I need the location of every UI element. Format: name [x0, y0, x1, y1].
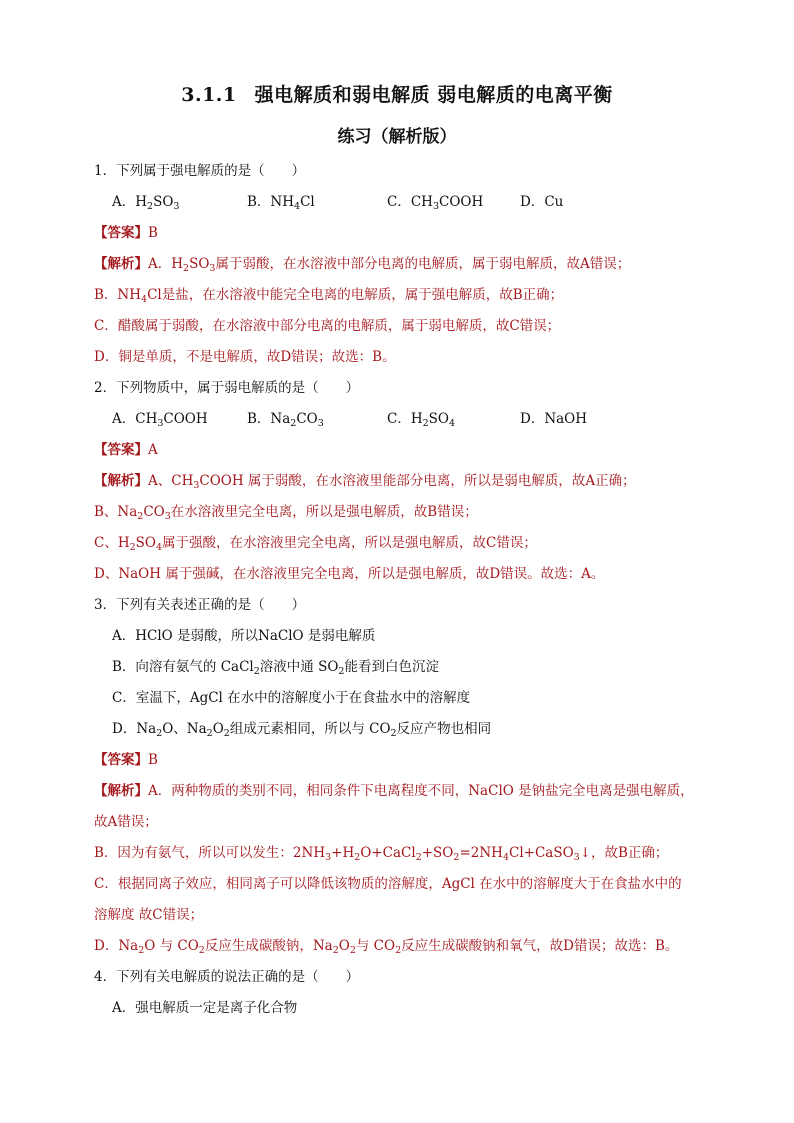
question-1-analysis-b: B．$NH_4Cl$是盐，在水溶液中能完全电离的电解质，属于强电解质，故B正确；	[94, 287, 564, 305]
option-c: C．室温下，AgCl 在水中的溶解度小于在食盐水中的溶解度	[112, 690, 471, 706]
question-1-answer: 【答案】B	[94, 225, 158, 241]
option-b: B．向溶有氨气的 CaCl$_2$溶液中通 $SO_2$能看到白色沉淀	[112, 659, 439, 677]
page-title	[0, 80, 794, 107]
question-2-analysis-d: D、NaOH 属于强碱，在水溶液里完全电离，所以是强电解质，故D错误。故选：A。	[94, 566, 605, 582]
question-2-analysis-c: C、$H_2SO_4$属于强酸，在水溶液里完全电离，所以是强电解质，故C错误；	[94, 535, 537, 553]
option-d: D．$Na_2O$、$Na_2O_2$组成元素相同，所以与 $CO_2$反应产物也相同	[112, 721, 492, 739]
question-2-analysis-a: 【解析】A、$CH_3COOH$ 属于弱酸，在水溶液里能部分电离，所以是弱电解质，故A正确；	[94, 473, 636, 491]
question-3-stem: 3．下列有关表述正确的是（ ）	[94, 597, 306, 613]
question-3-analysis-b: B．因为有氨气，所以可以发生：$2NH_3+H_2O+CaCl_2+SO_2=2NH_4Cl+CaSO_3↓$，故B正确；	[94, 845, 669, 863]
option-d: D．Cu	[520, 194, 564, 210]
question-4-stem: 4．下列有关电解质的说法正确的是（ ）	[94, 969, 360, 985]
option-a: A．$CH_3COOH$	[112, 411, 208, 429]
question-2-options	[94, 404, 714, 435]
option-a: A．强电解质一定是离子化合物	[112, 1000, 298, 1016]
question-1-analysis-c: C．醋酸属于弱酸，在水溶液中部分电离的电解质，属于弱电解质，故C错误；	[94, 318, 561, 334]
question-list	[94, 156, 714, 1024]
option-c: C．$H_2SO_4$	[387, 411, 456, 429]
question-3-analysis-a: 【解析】A．两种物质的类别不同，相同条件下电离程度不同，NaClO 是钠盐完全电离是强电解质，	[94, 783, 694, 799]
question-2-analysis-b: B、$Na_2CO_3$在水溶液里完全电离，所以是强电解质，故B错误；	[94, 504, 478, 522]
title-text: 强电解质和弱电解质 弱电解质的电离平衡	[254, 84, 613, 106]
page-subtitle: 练习（解析版）	[337, 127, 457, 147]
question-2-stem: 2．下列物质中，属于弱电解质的是（ ）	[94, 380, 360, 396]
option-a: A．$H_2SO_3$	[112, 194, 180, 212]
question-1-options	[94, 187, 714, 218]
question-1-analysis-d: D．铜是单质，不是电解质，故D错误；故选：B。	[94, 349, 396, 365]
option-b: B．$Na_2CO_3$	[247, 411, 324, 429]
option-a: A．HClO 是弱酸，所以NaClO 是弱电解质	[112, 628, 376, 644]
question-3-answer: 【答案】B	[94, 752, 158, 768]
question-3-analysis-d: D．$Na_2O$ 与 $CO_2$反应生成碳酸钠，$Na_2O_2$与 $CO_2$反应生成碳酸钠和氧气，故D错误；故选：B。	[94, 938, 679, 956]
option-d: D．NaOH	[520, 411, 588, 427]
question-1-stem: 1．下列属于强电解质的是（ ）	[94, 163, 306, 179]
question-3-analysis-c: C．根据同离子效应，相同离子可以降低该物质的溶解度，AgCl 在水中的溶解度大于在食盐水中的	[94, 876, 682, 892]
section-number: 3.1.1	[181, 84, 237, 106]
question-2-answer: 【答案】A	[94, 442, 158, 458]
question-3-analysis-a-cont: 故A错误；	[94, 814, 158, 830]
question-1-analysis-a: 【解析】A．$H_2SO_3$属于弱酸，在水溶液中部分电离的电解质，属于弱电解质，故A错误；	[94, 256, 631, 274]
question-3-analysis-c-cont: 溶解度 故C错误；	[94, 907, 204, 923]
option-c: C．$CH_3COOH$	[387, 194, 484, 212]
option-b: B．$NH_4Cl$	[247, 194, 315, 212]
